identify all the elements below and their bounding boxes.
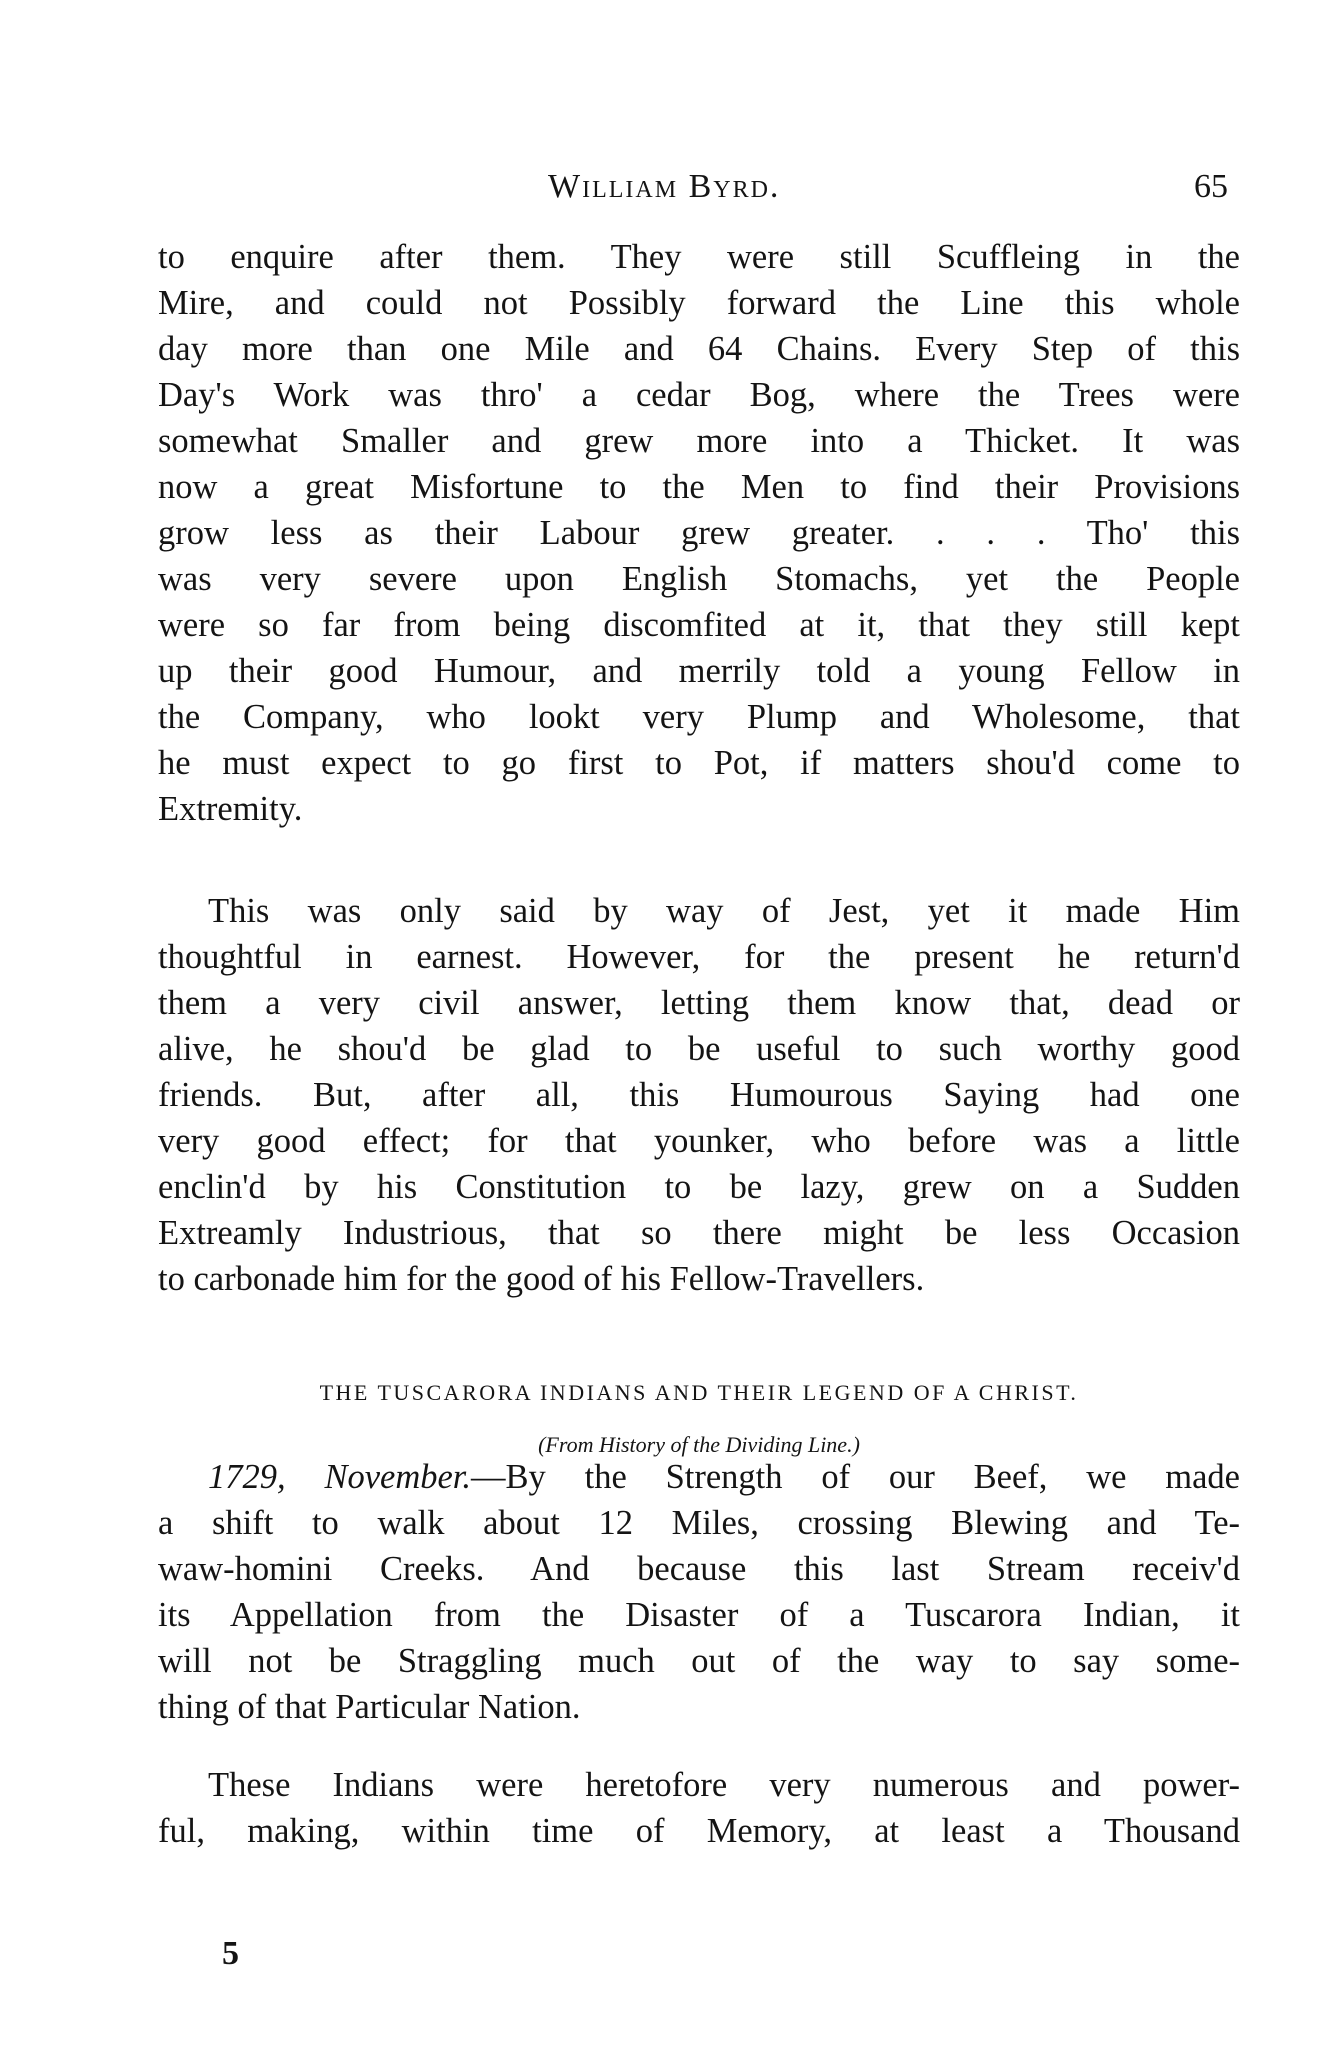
text-line: to carbonade him for the good of his Fellow-Travellers. <box>158 1260 925 1298</box>
text-line: the Company, who lookt very Plump and Wholesome, that <box>158 698 1240 736</box>
text-line: somewhat Smaller and grew more into a Thicket. It was <box>158 422 1240 460</box>
text-line: to enquire after them. They were still Scuffleing in the <box>158 238 1240 276</box>
signature-mark: 5 <box>222 1935 239 1972</box>
text-line: enclin'd by his Constitution to be lazy, grew on a Sudden <box>158 1168 1240 1206</box>
section-heading: THE TUSCARORA INDIANS AND THEIR LEGEND OF A CHRIST. <box>319 1380 1079 1405</box>
text-line: a shift to walk about 12 Miles, crossing Blewing and Te- <box>158 1504 1240 1542</box>
text-line: friends. But, after all, this Humourous Saying had one <box>158 1076 1240 1114</box>
text-line: thoughtful in earnest. However, for the present he return'd <box>158 938 1240 976</box>
text-line: Extremity. <box>158 790 303 828</box>
text-line: thing of that Particular Nation. <box>158 1688 581 1726</box>
page-number: 65 <box>1194 168 1228 205</box>
source-note: (From History of the Dividing Line.) <box>538 1432 860 1457</box>
paragraph <box>158 888 1240 1302</box>
text-line: grow less as their Labour grew greater. . . . Tho' this <box>158 514 1240 552</box>
paragraph <box>158 1454 1240 1730</box>
date: 1729, November. <box>208 1458 472 1496</box>
text-line: waw-homini Creeks. And because this last Stream receiv'd <box>158 1550 1240 1588</box>
paragraph-continued <box>158 234 1240 832</box>
text-line: will not be Straggling much out of the way to say some- <box>158 1642 1240 1680</box>
text-line: Day's Work was thro' a cedar Bog, where the Trees were <box>158 376 1240 414</box>
text-line: This was only said by way of Jest, yet it made Him <box>208 892 1240 930</box>
text-line: alive, he shou'd be glad to be useful to such worthy good <box>158 1030 1240 1068</box>
running-head: William Byrd. <box>548 168 781 205</box>
text-line: day more than one Mile and 64 Chains. Every Step of this <box>158 330 1240 368</box>
paragraph <box>158 1762 1240 1854</box>
text-line: up their good Humour, and merrily told a young Fellow in <box>158 652 1240 690</box>
text-line: Extreamly Industrious, that so there might be less Occasion <box>158 1214 1240 1252</box>
text-line: were so far from being discomfited at it, that they still kept <box>158 606 1240 644</box>
text-line: now a great Misfortune to the Men to find their Provisions <box>158 468 1240 506</box>
text-line: its Appellation from the Disaster of a Tuscarora Indian, it <box>158 1596 1240 1634</box>
text-line: These Indians were heretofore very numerous and power- <box>208 1766 1240 1804</box>
text-line: Mire, and could not Possibly forward the Line this whole <box>158 284 1240 322</box>
text-line: them a very civil answer, letting them know that, dead or <box>158 984 1240 1022</box>
text-line: he must expect to go first to Pot, if matters shou'd come to <box>158 744 1240 782</box>
text-line <box>158 1454 1240 1500</box>
text-fragment: —By the Strength of our Beef, we made <box>471 1458 1240 1496</box>
text-line: very good effect; for that younker, who before was a little <box>158 1122 1240 1160</box>
text-line: ful, making, within time of Memory, at least a Thousand <box>158 1812 1240 1850</box>
text-line: was very severe upon English Stomachs, yet the People <box>158 560 1240 598</box>
